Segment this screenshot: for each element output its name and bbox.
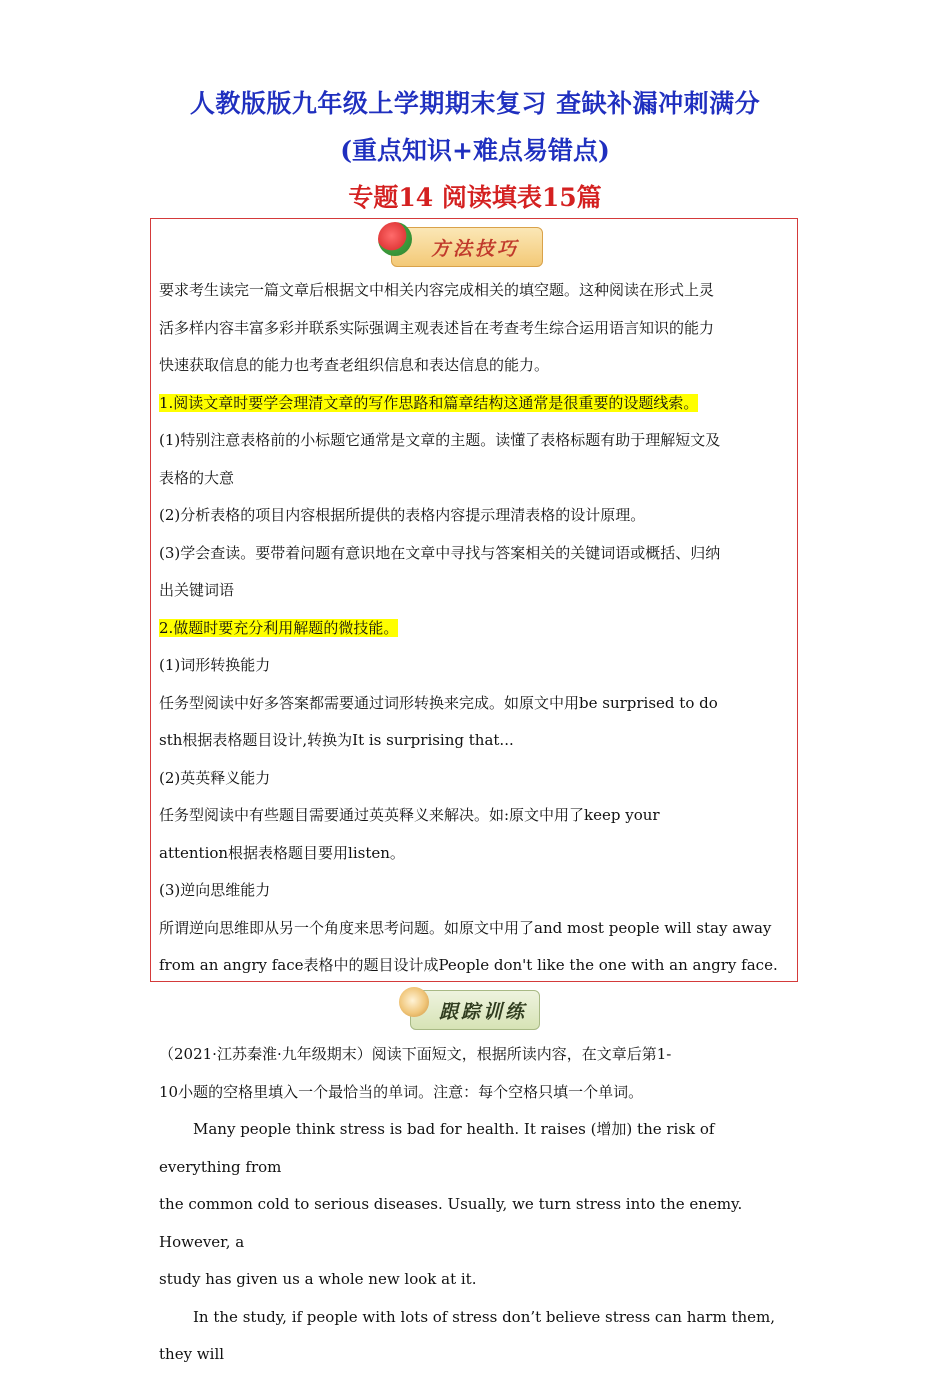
passage-line: In the study, if people with lots of stress don’t believe stress can harm them, they will [159,1307,776,1363]
practice-badge: 跟踪训练 [410,990,540,1030]
practice-instructions [159,1036,789,1111]
paragraph-line: from an angry face表格中的题目设计成People don't like the one with an angry face. [159,956,778,974]
reading-passage [159,1111,789,1374]
paragraph-line: sth根据表格题目设计,转换为It is surprising that... [159,731,514,749]
tip-heading-1: 1.阅读文章时要学会理清文章的写作思路和篇章结构这通常是很重要的设题线索。 [159,393,699,412]
paragraph-line: attention根据表格题目要用listen。 [159,843,405,862]
document-title: 人教版版九年级上学期期末复习 查缺补漏冲刺满分 [189,89,761,118]
method-tips-badge: 方法技巧 [391,227,543,267]
document-subtitle: (重点知识+难点易错点) [340,136,610,165]
paragraph-line: 出关键词语 [159,581,235,599]
watermelon-icon [378,222,412,256]
paragraph-line: 活多样内容丰富多彩并联系实际强调主观表述旨在考查考生综合运用语言知识的能力 [159,318,715,337]
passage-line: the common cold to serious diseases. Usually, we turn stress into the enemy. However, a [159,1195,743,1251]
tip-heading-2: 2.做题时要充分利用解题的微技能。 [159,618,399,637]
paragraph-line: 任务型阅读中好多答案都需要通过词形转换来完成。如原文中用be surprised to do [159,693,718,712]
paragraph-line: 任务型阅读中有些题目需要通过英英释义来解决。如:原文中用了keep your [159,806,660,824]
paragraph-line: (2)分析表格的项目内容根据所提供的表格内容提示理清表格的设计原理。 [159,506,646,524]
passage-line: Many people think stress is bad for health. It raises (增加) the risk of everything from [159,1120,715,1176]
paragraph-line: (3)逆向思维能力 [159,881,271,899]
passage-line: study has given us a whole new look at it. [159,1270,477,1288]
paragraph-line: (1)特别注意表格前的小标题它通常是文章的主题。读懂了表格标题有助于理解短文及 [159,431,721,449]
topic-title: 专题14 阅读填表15篇 [348,183,602,212]
paragraph-line: 所谓逆向思维即从另一个角度来思考问题。如原文中用了and most people will stay away [159,918,772,937]
instruction-line: （2021·江苏秦淮·九年级期末）阅读下面短文，根据所读内容，在文章后第1- [159,1045,672,1063]
paragraph-line: 要求考生读完一篇文章后根据文中相关内容完成相关的填空题。这种阅读在形式上灵 [159,281,715,299]
method-tips-text [159,272,791,985]
instruction-line: 10小题的空格里填入一个最恰当的单词。注意：每个空格只填一个单词。 [159,1082,644,1101]
paragraph-line: (3)学会查读。要带着问题有意识地在文章中寻找与答案相关的关键词语或概括、归纳 [159,543,721,562]
shell-icon [399,987,429,1017]
paragraph-line: (2)英英释义能力 [159,768,271,787]
paragraph-line: (1)词形转换能力 [159,656,271,674]
paragraph-line: 表格的大意 [159,468,235,487]
paragraph-line: 快速获取信息的能力也考查老组织信息和表达信息的能力。 [159,356,550,374]
